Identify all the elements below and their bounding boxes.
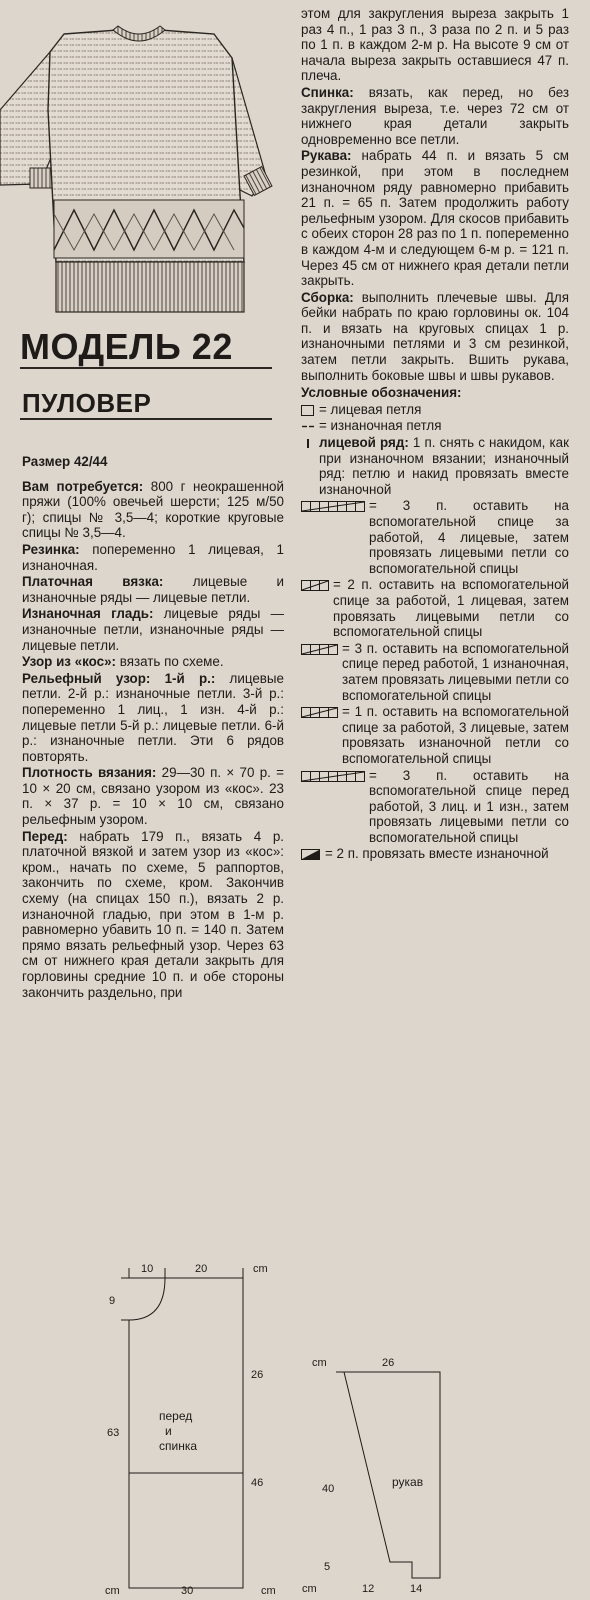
paragraph-text: лицевые и изнаночные ряды — лицевые петли. xyxy=(22,574,284,605)
legend-description: = 2 п. оставить на вспомогательной спице за работой, 1 лицевая, затем провязать лицевыми петли со вспомогательной спицы xyxy=(333,577,569,640)
legend-text xyxy=(325,846,549,862)
model-title: МОДЕЛЬ 22 xyxy=(20,326,233,367)
legend-text xyxy=(333,577,569,639)
paragraph-text: 29—30 п. × 70 р. = 10 × 20 см, связано узором из «кос». 23 п. × 37 р. = 10 × 10 см, связано рельефным узором. xyxy=(22,765,284,828)
paragraph xyxy=(22,654,284,670)
legend-item xyxy=(301,435,569,497)
k2tog-icon xyxy=(301,849,321,860)
legend-description: = изнаночная петля xyxy=(319,418,442,434)
purl-stitch-dash-icon xyxy=(301,421,315,432)
sleeve-pattern-diagram xyxy=(300,1352,470,1598)
paragraph-label: Резинка: xyxy=(22,541,80,557)
body-pattern-diagram xyxy=(95,1258,295,1598)
sleeve-dim-top: 26 xyxy=(382,1357,395,1369)
legend-text xyxy=(342,641,569,703)
paragraph-label: Рельефный узор: 1-й р.: xyxy=(22,670,216,686)
paragraph xyxy=(22,574,284,605)
paragraph-text: набрать 179 п., вязать 4 р. платочной вязкой и затем узор из «кос»: кром., начать по схеме, 5 раппортов, закончить по схеме, кром. Закончив схему (на спицах 150 п.), вязать 2 р. изнаночной гладью, при этом в 1-м р. равномерно убавить 10 п. = 140 п. Затем прямо вязать рельефный узор. Через 63 см от нижнего края детали закрыть для горловины средние 10 п. и обе стороны закончить раздельно, при xyxy=(22,828,284,1000)
body-dim-width: 30 xyxy=(181,1585,194,1597)
cable-4-back-icon xyxy=(301,707,338,718)
body-outline xyxy=(129,1278,243,1588)
body-dim-neck-depth: 9 xyxy=(109,1295,116,1307)
paragraph-text: вязать, как перед, но без закругления выреза, т.е. через 72 см от нижнего края детали закрыть одновременно все петли. xyxy=(301,84,569,147)
right-text-column xyxy=(301,6,569,863)
sleeve-unit-top: cm xyxy=(312,1357,327,1369)
legend-item xyxy=(301,768,569,846)
paragraph-text: вязать по схеме. xyxy=(116,654,224,670)
paragraph xyxy=(22,829,284,1001)
title-rule xyxy=(20,367,272,369)
paragraph-text: попеременно 1 лицевая, 1 изнаночная. xyxy=(22,541,284,573)
legend-text xyxy=(319,418,442,434)
cable-4-front-icon xyxy=(301,644,338,655)
paragraph-text: лицевые петли. 2-й р.: изнаночные петли. 3-й р.: попеременно 1 лиц., 1 изн. 4-й р.: лицевые петли 5-й р.: лицевые петли. 6-й р.: изнаночные петли. Эти 6 рядов повторять. xyxy=(22,670,284,764)
legend-description: = 2 п. провязать вместе изнаночной xyxy=(325,846,549,862)
legend-description: = 3 п. оставить на вспомогательной спице перед работой, 3 лиц. и 1 изн., затем провязать лицевыми петли со вспомогательной спицы xyxy=(369,767,569,845)
legend-list xyxy=(301,402,569,862)
legend-item xyxy=(301,418,569,434)
left-text-column xyxy=(22,454,284,1001)
paragraph xyxy=(22,479,284,541)
slip-stitch-bar-icon xyxy=(301,438,315,449)
legend-description: = 1 п. оставить на вспомогательной спице за работой, 3 лицевые, затем провязать изнаночной петли со вспомогательной спицы xyxy=(342,704,569,766)
sleeve-dim-cuff: 5 xyxy=(324,1561,331,1573)
sweater-body xyxy=(0,26,272,312)
paragraph xyxy=(22,542,284,573)
body-dim-upper: 26 xyxy=(251,1369,264,1381)
garment-subtitle: ПУЛОВЕР xyxy=(22,388,152,418)
paragraph-label: Изнаночная гладь: xyxy=(22,606,154,622)
cable-7-front-icon xyxy=(301,771,365,782)
body-dim-lower: 46 xyxy=(251,1477,264,1489)
cable-7-back-icon xyxy=(301,501,365,512)
legend-item xyxy=(301,402,569,418)
sleeve-dim-b2: 14 xyxy=(410,1583,423,1595)
paragraph xyxy=(301,6,569,84)
legend-item xyxy=(301,641,569,703)
body-label-3: спинка xyxy=(159,1439,198,1453)
legend-description: = 3 п. оставить на вспомогательной спице за работой, 4 лицевые, затем провязать лицевыми петли со вспомогательной спицы xyxy=(369,498,569,576)
body-label-2: и xyxy=(165,1424,172,1438)
cable-3-back-icon xyxy=(301,580,329,591)
legend-item xyxy=(301,846,569,862)
sleeve-dim-height: 40 xyxy=(322,1483,335,1495)
sleeve-dim-b1: 12 xyxy=(362,1583,375,1595)
paragraph-label: Сборка: xyxy=(301,289,354,305)
paragraph xyxy=(22,765,284,827)
body-dim-shoulder: 20 xyxy=(195,1263,208,1275)
paragraph-label: Перед: xyxy=(22,828,68,844)
paragraph-label: Спинка: xyxy=(301,84,354,100)
legend-text xyxy=(369,498,569,576)
body-label-1: перед xyxy=(159,1409,193,1423)
paragraph-text: набрать 44 п. и вязать 5 см резинкой, при этом в последнем изнаночном ряду равномерно прибавить 21 п. = 65 п. Затем продолжить работу рельефным узором. Для скосов прибавить с обеих сторон 28 раз по 1 п. попеременно в каждом 4-м и следующем 6-м р. = 121 п. Через 45 см от нижнего края детали петли закрыть. xyxy=(301,148,569,289)
subtitle-rule xyxy=(20,418,272,420)
legend-description: 1 п. снять с накидом, как при изнаночном вязании; изнаночный ряд: петлю и накид провязать вместе изнаночной xyxy=(319,435,569,497)
sweater-illustration xyxy=(0,0,290,330)
paragraph-label: Узор из «кос»: xyxy=(22,654,117,670)
neckline-curve xyxy=(129,1278,165,1320)
paragraph-label: Вам потребуется: xyxy=(22,478,144,494)
body-unit-bottom-right: cm xyxy=(261,1585,276,1597)
sleeve-unit-bottom: cm xyxy=(302,1583,317,1595)
paragraph-text: 800 г неокрашенной пряжи (100% овечьей шерсти; 125 м/50 г); спицы № 3,5—4; короткие круговые спицы № 3,5—4. xyxy=(22,478,284,541)
paragraph-text: выполнить плечевые швы. Для бейки набрать по краю горловины ок. 104 п. и вязать на круговых спицах 1 р. изнаночными петлями и 3 см резинкой, затем петли закрыть. Вшить рукава, выполнить боковые швы и швы рукавов. xyxy=(301,289,569,383)
legend-item xyxy=(301,704,569,766)
paragraph xyxy=(22,606,284,653)
legend-text xyxy=(342,704,569,766)
right-paragraphs xyxy=(301,6,569,383)
body-dim-height: 63 xyxy=(107,1427,120,1439)
paragraph xyxy=(301,148,569,288)
left-paragraphs xyxy=(22,479,284,1001)
paragraph-text: лицевые ряды — изнаночные петли, изнаночные ряды — лицевые петли. xyxy=(22,606,285,653)
body-unit-bottom-left: cm xyxy=(105,1585,120,1597)
legend-description: = 3 п. оставить на вспомогательной спице перед работой, 1 изнаночная, затем провязать лицевыми петли со вспомогательной спицы xyxy=(342,640,569,703)
legend-text xyxy=(319,435,569,497)
paragraph-label: Плотность вязания: xyxy=(22,765,157,781)
legend-bold: лицевой ряд: xyxy=(319,435,409,451)
legend-text xyxy=(319,402,421,418)
size-label: Размер 42/44 xyxy=(22,454,108,469)
paragraph xyxy=(22,671,284,765)
body-dim-neck: 10 xyxy=(141,1263,154,1275)
paragraph-label: Платочная вязка: xyxy=(22,574,164,590)
knit-stitch-square-icon xyxy=(301,405,315,416)
sleeve-label: рукав xyxy=(392,1475,424,1489)
legend-item xyxy=(301,498,569,576)
paragraph-text: этом для закругления выреза закрыть 1 раз 4 п., 1 раз 3 п., 3 раза по 2 п. и 5 раз по 1 п. в каждом 2-м р. На высоте 9 см от начала выреза закрыть оставшиеся 47 п. плеча. xyxy=(301,6,569,84)
body-unit-top: cm xyxy=(253,1263,268,1275)
legend-description: = лицевая петля xyxy=(319,401,422,417)
legend-title: Условные обозначения: xyxy=(301,385,462,401)
paragraph-label: Рукава: xyxy=(301,148,352,164)
paragraph xyxy=(301,290,569,384)
legend-text xyxy=(369,768,569,846)
paragraph xyxy=(301,85,569,147)
legend-item xyxy=(301,577,569,639)
